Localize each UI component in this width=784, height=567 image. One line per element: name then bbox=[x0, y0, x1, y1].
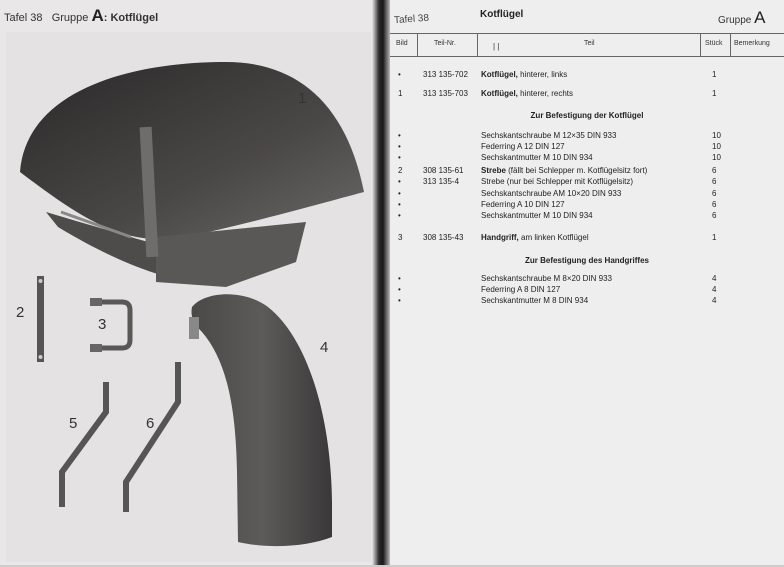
row-part-detail: Federring A 10 DIN 127 bbox=[481, 200, 565, 209]
row-part-detail: Strebe (nur bei Schlepper mit Kotflügelsitz) bbox=[481, 177, 634, 186]
row-part-description bbox=[481, 166, 647, 175]
row-part-detail: Sechskantschraube AM 10×20 DIN 933 bbox=[481, 189, 622, 198]
figure-label-4: 4 bbox=[320, 339, 329, 356]
figure-label-1: 1 bbox=[298, 90, 307, 107]
row-bild: • bbox=[398, 70, 401, 79]
row-bild: 3 bbox=[398, 233, 403, 242]
table-row bbox=[390, 166, 784, 177]
part-5-strut bbox=[62, 382, 106, 507]
row-part-number: 313 135-702 bbox=[423, 70, 468, 79]
row-quantity: 4 bbox=[712, 285, 717, 294]
figure-label-3: 3 bbox=[98, 316, 107, 333]
table-row bbox=[390, 233, 784, 244]
row-quantity: 10 bbox=[712, 131, 721, 140]
table-row bbox=[390, 153, 784, 164]
row-bild: • bbox=[398, 153, 401, 162]
table-header bbox=[390, 33, 784, 57]
col-stueck: Stück bbox=[705, 40, 723, 47]
row-bild: • bbox=[398, 211, 401, 220]
row-part-number: 313 135-4 bbox=[423, 177, 460, 186]
row-bild: 2 bbox=[398, 166, 403, 175]
row-part-detail: Sechskantschraube M 12×35 DIN 933 bbox=[481, 131, 617, 140]
row-part-number: 313 135-703 bbox=[423, 89, 468, 98]
figure-label-2: 2 bbox=[16, 304, 25, 321]
row-part-name: Strebe bbox=[481, 166, 506, 175]
col-bild: Bild bbox=[396, 40, 408, 47]
row-part-detail: am linken Kotflügel bbox=[518, 233, 589, 242]
row-part-description bbox=[481, 177, 633, 186]
table-row bbox=[390, 296, 784, 307]
row-bild: • bbox=[398, 285, 401, 294]
row-part-detail: Federring A 8 DIN 127 bbox=[481, 285, 561, 294]
row-quantity: 1 bbox=[712, 89, 717, 98]
row-bild: • bbox=[398, 189, 401, 198]
row-bild: • bbox=[398, 200, 401, 209]
table-row bbox=[390, 177, 784, 188]
col-teil: Teil bbox=[584, 40, 595, 47]
right-gruppe-letter: A bbox=[754, 8, 766, 27]
part-6-strut bbox=[126, 362, 178, 512]
row-bild: • bbox=[398, 177, 401, 186]
row-quantity: 6 bbox=[712, 166, 717, 175]
part-2-strut bbox=[37, 276, 44, 362]
right-title: Kotflügel bbox=[480, 9, 524, 20]
table-row bbox=[390, 189, 784, 200]
row-bild: • bbox=[398, 131, 401, 140]
parts-illustration bbox=[6, 32, 371, 562]
left-page bbox=[0, 0, 378, 565]
row-part-number: 308 135-43 bbox=[423, 233, 464, 242]
row-part-detail: hinterer, links bbox=[517, 70, 568, 79]
row-part-description bbox=[481, 211, 593, 220]
left-gruppe: Gruppe bbox=[51, 12, 89, 24]
row-part-description bbox=[481, 296, 588, 305]
left-gruppe-letter: A bbox=[91, 6, 104, 25]
table-row bbox=[390, 70, 784, 81]
figure-label-6: 6 bbox=[146, 415, 155, 432]
row-part-detail: hinterer, rechts bbox=[517, 89, 574, 98]
row-bild: 1 bbox=[398, 89, 403, 98]
right-gruppe-label: Gruppe bbox=[718, 15, 752, 26]
row-part-description bbox=[481, 189, 621, 198]
row-part-description bbox=[481, 153, 593, 162]
row-quantity: 6 bbox=[712, 200, 717, 209]
left-page-header bbox=[4, 6, 158, 26]
right-tafel: Tafel 38 bbox=[393, 12, 430, 27]
right-gruppe bbox=[718, 8, 765, 28]
row-part-number: 308 135-61 bbox=[423, 166, 464, 175]
part-4-fender bbox=[189, 294, 332, 546]
table-row bbox=[390, 131, 784, 142]
figure-label-5: 5 bbox=[69, 415, 78, 432]
row-quantity: 10 bbox=[712, 142, 721, 151]
parts-photo bbox=[6, 32, 371, 562]
row-part-description bbox=[481, 131, 616, 140]
section-fender-mounting: Zur Befestigung der Kotflügel bbox=[530, 111, 644, 120]
right-page bbox=[390, 0, 784, 565]
left-tafel: Tafel 38 bbox=[4, 12, 43, 24]
row-quantity: 6 bbox=[712, 211, 717, 220]
row-quantity: 1 bbox=[712, 233, 717, 242]
row-part-detail: Sechskantmutter M 10 DIN 934 bbox=[481, 211, 593, 220]
col-bemerkung: Bemerkung bbox=[734, 40, 770, 47]
row-part-detail: Sechskantmutter M 8 DIN 934 bbox=[481, 296, 589, 305]
book-gutter bbox=[372, 0, 392, 565]
row-part-name: Kotflügel, bbox=[481, 70, 518, 79]
row-part-description bbox=[481, 142, 565, 151]
row-quantity: 6 bbox=[712, 177, 717, 186]
row-part-description bbox=[481, 233, 589, 242]
table-row bbox=[390, 89, 784, 100]
table-row bbox=[390, 285, 784, 296]
row-part-detail: Sechskantmutter M 10 DIN 934 bbox=[481, 153, 593, 162]
table-row bbox=[390, 211, 784, 222]
col-teil-nr: Teil-Nr. bbox=[434, 40, 456, 47]
row-part-detail: Sechskantschraube M 8×20 DIN 933 bbox=[481, 274, 612, 283]
row-part-description bbox=[481, 200, 565, 209]
section-handle-mounting: Zur Befestigung des Handgriffes bbox=[524, 256, 649, 265]
row-quantity: 10 bbox=[712, 153, 721, 162]
table-row bbox=[390, 274, 784, 285]
row-part-description bbox=[481, 70, 567, 79]
row-part-description bbox=[481, 285, 560, 294]
row-part-description bbox=[481, 89, 573, 98]
row-bild: • bbox=[398, 274, 401, 283]
row-quantity: 6 bbox=[712, 189, 717, 198]
row-quantity: 1 bbox=[712, 70, 717, 79]
row-part-name: Handgriff, bbox=[481, 233, 519, 242]
row-part-name: Kotflügel, bbox=[481, 89, 518, 98]
row-quantity: 4 bbox=[712, 274, 717, 283]
row-part-detail: Federring A 12 DIN 127 bbox=[481, 142, 565, 151]
row-part-detail: (fällt bei Schlepper m. Kotflügelsitz fort) bbox=[505, 166, 648, 175]
col-header-marks: | | bbox=[493, 42, 500, 51]
part-3-handle bbox=[90, 298, 130, 352]
row-quantity: 4 bbox=[712, 296, 717, 305]
fender-rear-large bbox=[20, 62, 364, 287]
row-bild: • bbox=[398, 296, 401, 305]
row-part-description bbox=[481, 274, 612, 283]
row-bild: • bbox=[398, 142, 401, 151]
table-row bbox=[390, 142, 784, 153]
left-title: : Kotflügel bbox=[103, 12, 159, 24]
table-row bbox=[390, 200, 784, 211]
